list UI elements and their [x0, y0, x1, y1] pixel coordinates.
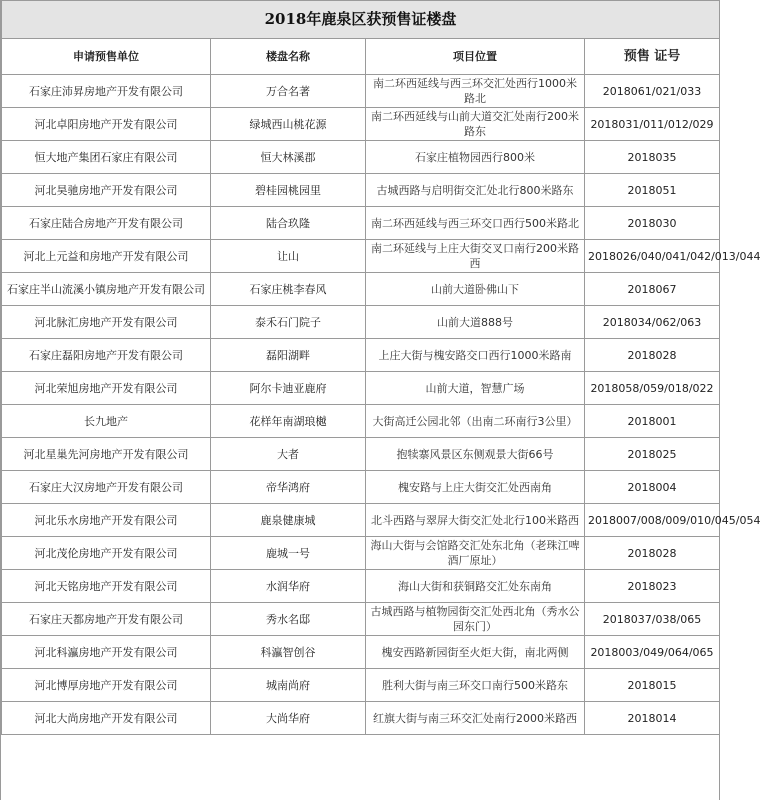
certificate-cell: 2018037/038/065: [585, 603, 720, 636]
header-project-name: 楼盘名称: [211, 39, 366, 75]
certificate-cell: 2018028: [585, 339, 720, 372]
project-name-cell: 大者: [211, 438, 366, 471]
page-title: 2018年鹿泉区获预售证楼盘: [2, 1, 720, 39]
location-cell: 南二环西延线与西三环交汇处西行1000米路北: [366, 75, 585, 108]
table-row: [2, 702, 720, 735]
certificate-cell: 2018004: [585, 471, 720, 504]
certificate-cell: 2018001: [585, 405, 720, 438]
certificate-cell: 2018015: [585, 669, 720, 702]
table-row: [2, 372, 720, 405]
certificate-cell: 2018028: [585, 537, 720, 570]
applicant-cell: 河北乐水房地产开发有限公司: [2, 504, 211, 537]
project-name-cell: 大尚华府: [211, 702, 366, 735]
applicant-cell: 河北科瀛房地产开发有限公司: [2, 636, 211, 669]
location-cell: 北斗西路与翠屏大街交汇处北行100米路西: [366, 504, 585, 537]
certificate-cell: 2018026/040/041/042/013/044: [585, 240, 720, 273]
applicant-cell: 石家庄沛昇房地产开发有限公司: [2, 75, 211, 108]
table-row: [2, 75, 720, 108]
table-row: [2, 306, 720, 339]
project-name-cell: 让山: [211, 240, 366, 273]
project-name-cell: 陆合玖隆: [211, 207, 366, 240]
header-location: 项目位置: [366, 39, 585, 75]
table-row: [2, 438, 720, 471]
project-name-cell: 城南尚府: [211, 669, 366, 702]
certificate-cell: 2018025: [585, 438, 720, 471]
project-name-cell: 水润华府: [211, 570, 366, 603]
certificate-cell: 2018067: [585, 273, 720, 306]
table-row: [2, 141, 720, 174]
certificate-cell: 2018061/021/033: [585, 75, 720, 108]
table-row: [2, 339, 720, 372]
certificate-cell: 2018007/008/009/010/045/054: [585, 504, 720, 537]
applicant-cell: 石家庄半山流溪小镇房地产开发有限公司: [2, 273, 211, 306]
location-cell: 抱犊寨风景区东侧观景大街66号: [366, 438, 585, 471]
location-cell: 海山大街和获铜路交汇处东南角: [366, 570, 585, 603]
table-body: [2, 75, 761, 735]
table-row: [2, 273, 720, 306]
location-cell: 上庄大街与槐安路交口西行1000米路南: [366, 339, 585, 372]
applicant-cell: 河北星巢先河房地产开发有限公司: [2, 438, 211, 471]
applicant-cell: 石家庄大汉房地产开发有限公司: [2, 471, 211, 504]
location-cell: 古城西路与植物园街交汇处西北角（秀水公园东门）: [366, 603, 585, 636]
location-cell: 大街高迁公园北邻（出南二环南行3公里）: [366, 405, 585, 438]
location-cell: 槐安路与上庄大街交汇处西南角: [366, 471, 585, 504]
location-cell: 南二环西延线与西三环交口西行500米路北: [366, 207, 585, 240]
location-cell: 南二环西延线与山前大道交汇处南行200米路东: [366, 108, 585, 141]
project-name-cell: 万合名著: [211, 75, 366, 108]
applicant-cell: 河北荣旭房地产开发有限公司: [2, 372, 211, 405]
location-cell: 槐安西路新园街至火炬大街，南北两侧: [366, 636, 585, 669]
certificate-cell: 2018034/062/063: [585, 306, 720, 339]
certificate-cell: 2018031/011/012/029: [585, 108, 720, 141]
table-row: [2, 570, 720, 603]
location-cell: 红旗大街与南三环交汇处南行2000米路西: [366, 702, 585, 735]
certificate-cell: 2018030: [585, 207, 720, 240]
applicant-cell: 河北昊驰房地产开发有限公司: [2, 174, 211, 207]
table-row: [2, 669, 720, 702]
applicant-cell: 石家庄磊阳房地产开发有限公司: [2, 339, 211, 372]
project-name-cell: 石家庄桃李春风: [211, 273, 366, 306]
project-name-cell: 阿尔卡迪亚鹿府: [211, 372, 366, 405]
location-cell: 海山大街与会馆路交汇处东北角（老珠江啤酒厂原址）: [366, 537, 585, 570]
certificate-cell: 2018003/049/064/065: [585, 636, 720, 669]
header-certificate: 预售 证号: [585, 39, 720, 75]
table-header-row: [2, 39, 720, 75]
table-row: [2, 636, 720, 669]
project-name-cell: 磊阳湖畔: [211, 339, 366, 372]
location-cell: 古城西路与启明街交汇处北行800米路东: [366, 174, 585, 207]
table-row: [2, 537, 720, 570]
certificate-cell: 2018014: [585, 702, 720, 735]
project-name-cell: 恒大林溪郡: [211, 141, 366, 174]
applicant-cell: 河北上元益和房地产开发有限公司: [2, 240, 211, 273]
project-name-cell: 绿城西山桃花源: [211, 108, 366, 141]
applicant-cell: 石家庄天都房地产开发有限公司: [2, 603, 211, 636]
location-cell: 山前大道888号: [366, 306, 585, 339]
table-row: [2, 504, 720, 537]
table-title-row: [2, 1, 720, 39]
location-cell: 胜利大街与南三环交口南行500米路东: [366, 669, 585, 702]
project-name-cell: 秀水名邸: [211, 603, 366, 636]
table-row: [2, 174, 720, 207]
table-row: [2, 603, 720, 636]
table-row: [2, 207, 720, 240]
applicant-cell: 河北天铭房地产开发有限公司: [2, 570, 211, 603]
certificate-cell: 2018051: [585, 174, 720, 207]
project-name-cell: 帝华鸿府: [211, 471, 366, 504]
applicant-cell: 河北博厚房地产开发有限公司: [2, 669, 211, 702]
table-row: [2, 240, 720, 273]
location-cell: 山前大道，智慧广场: [366, 372, 585, 405]
location-cell: 山前大道卧佛山下: [366, 273, 585, 306]
applicant-cell: 河北大尚房地产开发有限公司: [2, 702, 211, 735]
applicant-cell: 河北茂伦房地产开发有限公司: [2, 537, 211, 570]
project-name-cell: 碧桂园桃园里: [211, 174, 366, 207]
presale-table: [1, 0, 761, 735]
table-row: [2, 471, 720, 504]
applicant-cell: 恒大地产集团石家庄有限公司: [2, 141, 211, 174]
location-cell: 石家庄植物园西行800米: [366, 141, 585, 174]
applicant-cell: 河北脉汇房地产开发有限公司: [2, 306, 211, 339]
project-name-cell: 花样年南湖琅樾: [211, 405, 366, 438]
applicant-cell: 河北卓阳房地产开发有限公司: [2, 108, 211, 141]
certificate-cell: 2018035: [585, 141, 720, 174]
table-row: [2, 405, 720, 438]
certificate-cell: 2018023: [585, 570, 720, 603]
project-name-cell: 泰禾石门院子: [211, 306, 366, 339]
project-name-cell: 科瀛智创谷: [211, 636, 366, 669]
header-applicant: 申请预售单位: [2, 39, 211, 75]
applicant-cell: 长九地产: [2, 405, 211, 438]
project-name-cell: 鹿城一号: [211, 537, 366, 570]
table-row: [2, 108, 720, 141]
project-name-cell: 鹿泉健康城: [211, 504, 366, 537]
certificate-cell: 2018058/059/018/022: [585, 372, 720, 405]
applicant-cell: 石家庄陆合房地产开发有限公司: [2, 207, 211, 240]
location-cell: 南二环延线与上庄大街交叉口南行200米路西: [366, 240, 585, 273]
